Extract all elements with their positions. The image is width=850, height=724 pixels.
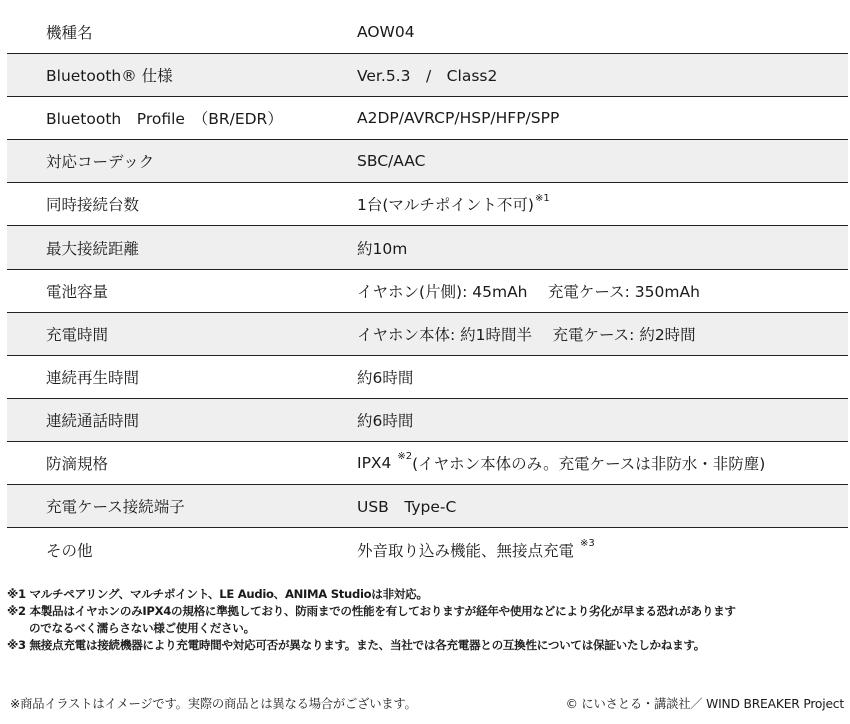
spec-value-container	[357, 442, 765, 484]
spec-value: 約10m	[357, 239, 408, 258]
spec-value-container	[357, 183, 550, 225]
footnote-ref: ※3	[579, 538, 595, 550]
spec-label: 連続通話時間	[46, 411, 140, 430]
spec-row-battery	[7, 270, 848, 313]
spec-value: SBC/AAC	[357, 152, 426, 171]
spec-label: その他	[46, 541, 93, 560]
copyright-notice: © にいさとる・講談社／ WIND BREAKER Project	[565, 697, 844, 711]
spec-row-charge-port	[7, 485, 848, 528]
spec-value: USB Type-C	[357, 498, 457, 517]
spec-value: A2DP/AVRCP/HSP/HFP/SPP	[357, 109, 560, 128]
illustration-disclaimer: ※商品イラストはイメージです。実際の商品とは異なる場合がございます。	[10, 697, 417, 711]
spec-row-max-range	[7, 226, 848, 269]
spec-row-talk-time	[7, 399, 848, 442]
spec-value: 約6時間	[357, 411, 414, 430]
spec-value: 約6時間	[357, 368, 414, 387]
spec-value: 外音取り込み機能、無接点充電	[357, 541, 575, 560]
spec-row-bluetooth-version	[7, 54, 848, 97]
footnote-2: ※2 本製品はイヤホンのみIPX4の規格に準拠しており、防雨までの性能を有しておりますが経年や使用などにより劣化が早まる恐れがあります	[7, 604, 736, 618]
spec-label: 防滴規格	[46, 454, 109, 473]
spec-label: Bluetooth Profile （BR/EDR）	[46, 110, 283, 129]
spec-row-bluetooth-profile	[7, 97, 848, 140]
footnote-ref: ※1	[534, 192, 550, 204]
footnotes	[7, 586, 847, 654]
spec-label: 同時接続台数	[46, 196, 140, 215]
spec-row-model	[7, 11, 848, 54]
spec-value: イヤホン(片側): 45mAh 充電ケース: 350mAh	[357, 282, 700, 301]
spec-row-water-resistance	[7, 442, 848, 485]
footnote-1: ※1 マルチペアリング、マルチポイント、LE Audio、ANIMA Studioは非対応。	[7, 587, 428, 601]
spec-value: AOW04	[357, 23, 415, 42]
spec-label: Bluetooth® 仕様	[46, 67, 173, 86]
footnote-ref: ※2	[397, 451, 413, 463]
spec-label: 対応コーデック	[46, 153, 155, 172]
spec-table	[7, 11, 848, 571]
spec-value: IPX4	[357, 453, 392, 472]
spec-label: 最大接続距離	[46, 239, 140, 258]
spec-row-playback-time	[7, 356, 848, 399]
spec-row-codec	[7, 140, 848, 183]
spec-label: 電池容量	[46, 282, 109, 301]
spec-value-container	[357, 528, 595, 571]
spec-label: 機種名	[46, 24, 93, 43]
spec-label: 充電ケース接続端子	[46, 498, 185, 517]
spec-row-charge-time	[7, 313, 848, 356]
spec-value: 1台(マルチポイント不可)	[357, 196, 534, 215]
spec-value-suffix: (イヤホン本体のみ。充電ケースは非防水・非防塵)	[412, 454, 766, 473]
footnote-3: ※3 無接点充電は接続機器により充電時間や対応可否が異なります。また、当社では各充電器との互換性については保証いたしかねます。	[7, 638, 706, 652]
footnote-2-continued: のでなるべく濡らさない様ご使用ください。	[29, 621, 255, 635]
spec-label: 連続再生時間	[46, 368, 140, 387]
spec-value: イヤホン本体: 約1時間半 充電ケース: 約2時間	[357, 325, 696, 344]
spec-row-simultaneous-connections	[7, 183, 848, 226]
spec-label: 充電時間	[46, 325, 109, 344]
spec-value: Ver.5.3 / Class2	[357, 67, 498, 86]
spec-row-other	[7, 528, 848, 571]
